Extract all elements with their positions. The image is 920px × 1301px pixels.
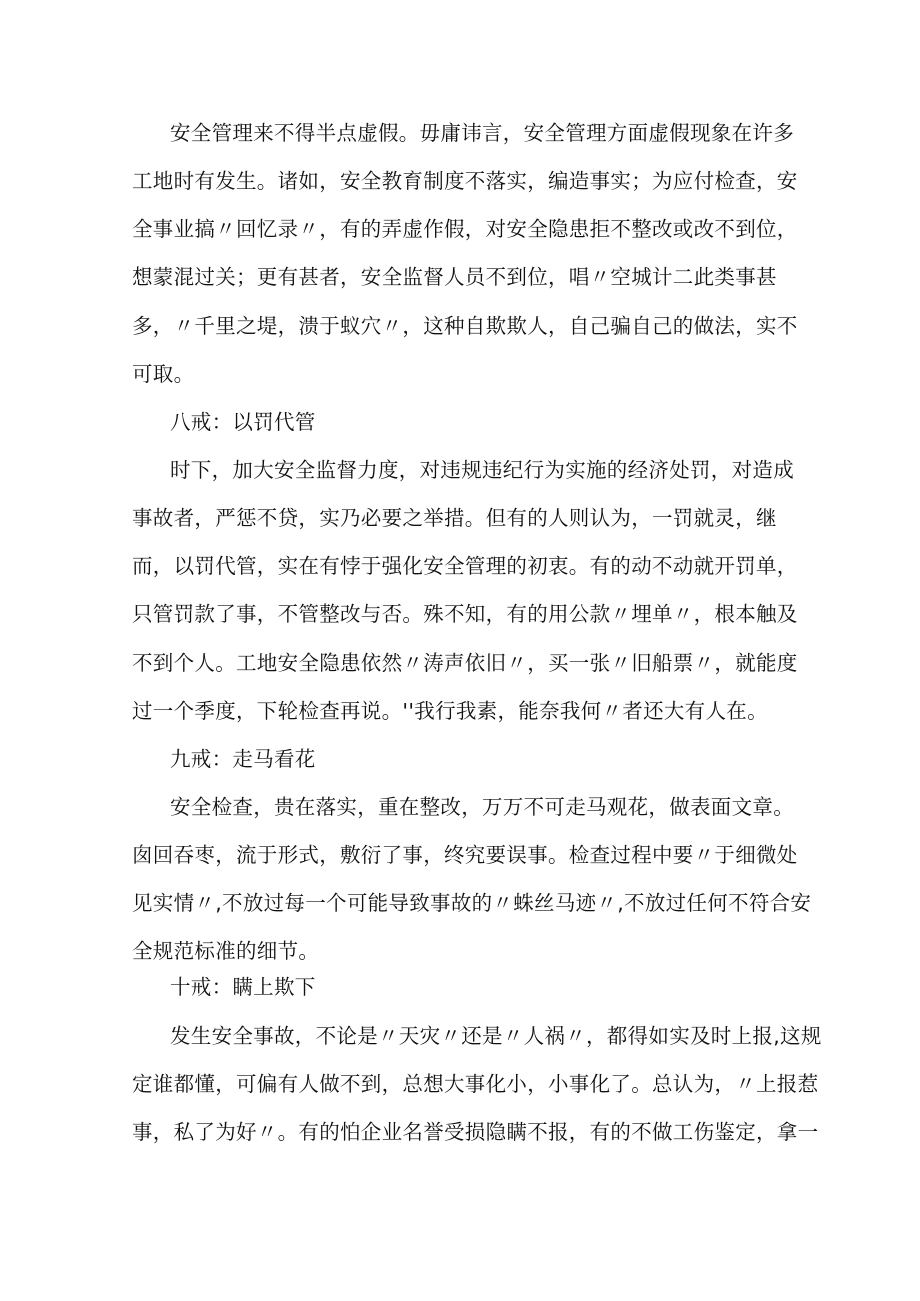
paragraph-line: 只管罚款了事，不管整改与否。殊不知，有的用公款〃埋单〃，根本触及 — [132, 602, 798, 626]
section-heading: 九戒：走马看花 — [170, 747, 316, 771]
paragraph-line: 见实情〃,不放过每一个可能导致事故的〃蛛丝马迹〃,不放过任何不符合安 — [132, 891, 812, 915]
paragraph-line: 安全管理来不得半点虚假。毋庸讳言，安全管理方面虚假现象在许多 — [170, 121, 794, 145]
paragraph-line: 定谁都懂，可偏有人做不到，总想大事化小，小事化了。总认为，〃上报惹 — [132, 1072, 819, 1096]
section-heading: 八戒：以罚代管 — [170, 410, 316, 434]
paragraph-line: 多，〃千里之堤，溃于蚁穴〃，这种自欺欺人，自己骗自己的做法，实不 — [132, 314, 798, 338]
paragraph-line: 不到个人。工地安全隐患依然〃涛声依旧〃，买一张〃旧船票〃，就能度 — [132, 651, 798, 675]
paragraph-line: 事故者，严惩不贷，实乃必要之举措。但有的人则认为，一罚就灵，继 — [132, 506, 777, 530]
paragraph-line: 而，以罚代管，实在有悖于强化安全管理的初衷。有的动不动就开罚单， — [132, 554, 798, 578]
paragraph-line: 安全检查，贵在落实，重在整改，万万不可走马观花，做表面文章。 — [170, 795, 794, 819]
paragraph-line: 发生安全事故，不论是〃天灾〃还是〃人祸〃，都得如实及时上报,这规 — [170, 1024, 822, 1048]
paragraph-line: 工地时有发生。诸如，安全教育制度不落实，编造事实；为应付检查，安 — [132, 169, 798, 193]
paragraph-line: 全规范标准的细节。 — [132, 939, 320, 963]
section-heading: 十戒：瞒上欺下 — [170, 975, 316, 999]
paragraph-line: 可取。 — [132, 362, 195, 386]
paragraph-line: 囱回吞枣，流于形式，敷衍了事，终究要误事。检查过程中要〃于细微处 — [132, 843, 798, 867]
paragraph-line: 全事业搞〃回忆录〃，有的弄虚作假，对安全隐患拒不整改或改不到位， — [132, 217, 798, 241]
paragraph-line: 时下，加大安全监督力度，对违规违纪行为实施的经济处罚，对造成 — [170, 458, 794, 482]
paragraph-line: 事，私了为好〃。有的怕企业名誉受损隐瞒不报，有的不做工伤鉴定，拿一 — [132, 1120, 819, 1144]
paragraph-line: 想蒙混过关；更有甚者，安全监督人员不到位，唱〃空城计二此类事甚 — [132, 265, 777, 289]
paragraph-line: 过一个季度，下轮检查再说。''我行我素，能奈我何〃者还大有人在。 — [132, 699, 768, 723]
